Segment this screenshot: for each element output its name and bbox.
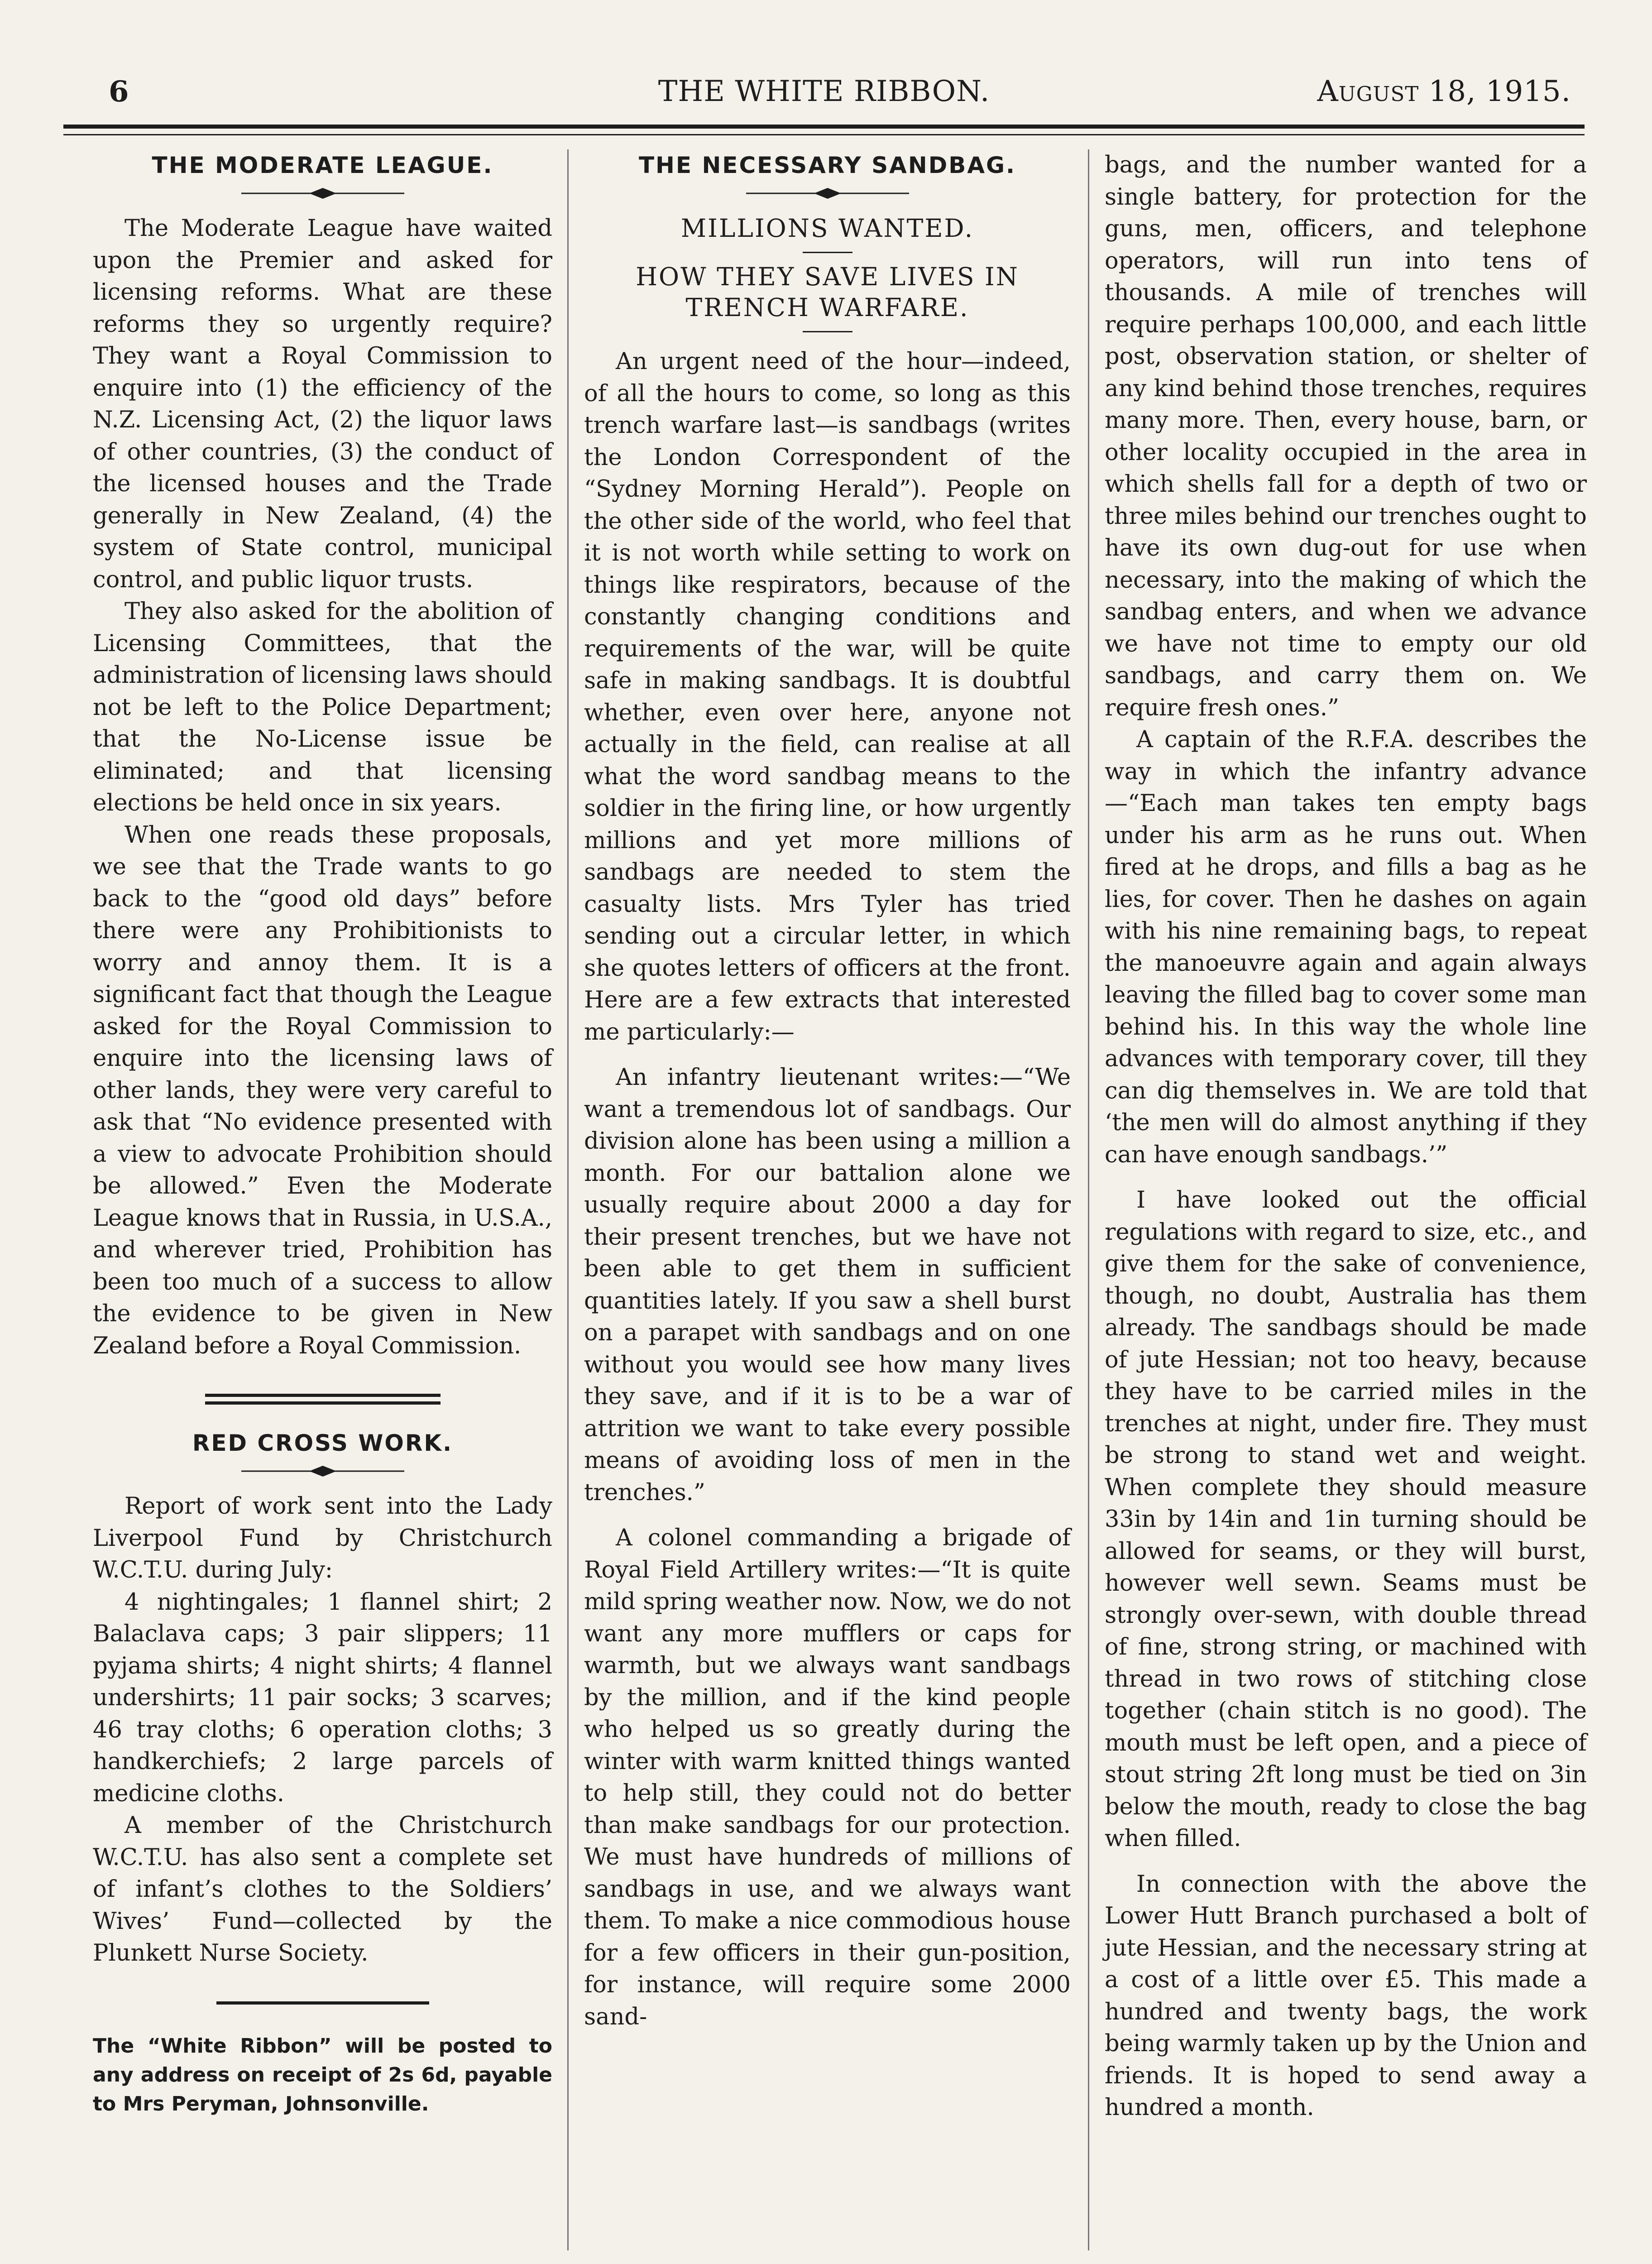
paragraph: 4 nightingales; 1 flannel shirt; 2 Balaclava caps; 3 pair slippers; 11 pyjama shirts; 4 night shirts; 4 flannel undershirts; 11 pair socks; 3 scarves; 46 tray cloths; 6 operation cloths; 3 handkerchiefs; 2 large parcels of medicine cloths.: [93, 1588, 552, 1807]
page-header: [63, 72, 1585, 113]
section-divider: [216, 2001, 429, 2005]
issue-date: August 18, 1915.: [1317, 75, 1571, 108]
paragraph: Report of work sent into the Lady Liverpool Fund by Christchurch W.C.T.U. during July:: [93, 1493, 552, 1583]
article-heading-moderate-league: THE MODERATE LEAGUE.: [152, 152, 493, 178]
section-divider: [205, 1394, 441, 1405]
column-3: [1105, 149, 1587, 2124]
column-divider: [1088, 149, 1089, 2250]
article-heading-red-cross: RED CROSS WORK.: [192, 1430, 453, 1456]
paragraph: A colonel commanding a brigade of Royal Field Artillery writes:—“It is quite mild spring weather now. Now, we do not want any more mufflers or caps for warmth, but we always want sandbags by the million, and if the kind people who helped us so greatly during the winter with warm knitted things wanted to help still, they could not do better than make sandbags for our protection. We must have hundreds of millions of sandbags in use, and we always want them. To make a nice commodious house for a few officers in their gun-position, for instance, will require some 2000 sand-: [584, 1525, 1071, 2030]
header-rule-thin: [63, 134, 1585, 135]
paragraph: bags, and the number wanted for a single battery, for protection for the guns, men, officers, and telephone operators, will run into tens of thousands. A mile of trenches will require perhaps 100,000, and each little post, observation station, or shelter of any kind behind those trenches, requires many more. Then, every house, barn, or other locality occupied in the area in which shells fall for a depth of two or three miles behind our trenches ought to have its own dug-out for use when necessary, into the making of which the sandbag enters, and when we advance we have not time to empty our old sandbags, and carry them on. We require fresh ones.”: [1105, 152, 1587, 721]
subheading: MILLIONS WANTED.: [680, 214, 974, 243]
column-1: [93, 149, 552, 2119]
column-2: [584, 149, 1071, 2033]
paragraph: A member of the Christchurch W.C.T.U. has also sent a complete set of infant’s clothes to the Soldiers’ Wives’ Fund—collected by the Plunkett Nurse Society.: [93, 1812, 552, 1967]
paragraph: An infantry lieutenant writes:—“We want a tremendous lot of sandbags. Our division alone has been using a million a month. For our battalion alone we usually require about 2000 a day for their present trenches, but we have not been able to get them in sufficient quantities lately. If you saw a shell burst on a parapet with sandbags and on one without you would see how many lives they save, and if it is to be a war of attrition we want to take every possible means of avoiding loss of men in the trenches.”: [584, 1064, 1071, 1506]
paragraph: An urgent need of the hour—indeed, of all the hours to come, so long as this trench warfare last—is sandbags (writes the London Correspondent of the “Sydney Morning Herald”). People on the other side of the world, who feel that it is not worth while setting to work on things like respirators, because of the constantly changing conditions and requirements of the war, will be quite safe in making sandbags. It is doubtful whether, even over here, anyone not actually in the field, can realise at all what the word sandbag means to the soldier in the firing line, or how urgently millions and yet more millions of sandbags are needed to stem the casualty lists. Mrs Tyler has tried sending out a circular letter, in which she quotes letters of officers at the front. Here are a few extracts that interested me particularly:—: [584, 348, 1071, 1046]
page-number: 6: [109, 75, 129, 109]
paragraph: I have looked out the official regulations with regard to size, etc., and give them for the sake of convenience, though, no doubt, Australia has them already. The sandbags should be made of jute Hessian; not too heavy, because they have to be carried miles in the trenches at night, under fire. They must be strong to stand wet and weight. When complete they should measure 33in by 14in and 1in turning should be allowed for seams, or they will burst, however well sewn. Seams must be strongly over-sewn, with double thread of fine, strong string, or machined with thread in two rows of stitching close together (chain stitch is no good). The mouth must be left open, and a piece of stout string 2ft long must be tied on 3in below the mouth, ready to close the bag when filled.: [1105, 1187, 1587, 1852]
column-divider: [567, 149, 569, 2250]
paragraph: A captain of the R.F.A. describes the way in which the infantry advance —“Each man takes ten empty bags under his arm as he runs out. When fired at he drops, and fills a bag as he lies, for cover. Then he dashes on again with his nine remaining bags, to repeat the manoeuvre again and again always leaving the filled bag to cover some man behind his. In this way the whole line advances with temporary cover, till they can dig themselves in. We are told that ‘the men will do almost anything if they can have enough sandbags.’”: [1105, 726, 1587, 1168]
paragraph: In connection with the above the Lower Hutt Branch purchased a bolt of jute Hessian, and the necessary string at a cost of a little over £5. This made a hundred and twenty bags, the work being warmly taken up by the Union and friends. It is hoped to send away a hundred a month.: [1105, 1871, 1587, 2121]
subscription-notice: The “White Ribbon” will be posted to any address on receipt of 2s 6d, payable to Mrs Peryman, Johnsonville.: [93, 2034, 552, 2115]
ornament-divider-icon: [241, 1464, 404, 1478]
subheading: HOW THEY SAVE LIVES IN TRENCH WARFARE.: [636, 262, 1019, 322]
short-rule: [803, 331, 852, 332]
header-rule-thick: [63, 125, 1585, 129]
ornament-divider-icon: [746, 187, 909, 200]
paragraph: The Moderate League have waited upon the Premier and asked for licensing reforms. What are these reforms they so urgently require? They want a Royal Commission to enquire into (1) the efficiency of the N.Z. Licensing Act, (2) the liquor laws of other countries, (3) the conduct of the licensed houses and the Trade generally in New Zealand, (4) the system of State control, municipal control, and public liquor trusts.: [93, 215, 552, 593]
publication-title: THE WHITE RIBBON.: [658, 75, 990, 108]
paragraph: When one reads these proposals, we see that the Trade wants to go back to the “good old days” before there were any Prohibitionists to worry and annoy them. It is a significant fact that though the League asked for the Royal Commission to enquire into the licensing laws of other lands, they were very careful to ask that “No evidence presented with a view to advocate Prohibition should be allowed.” Even the Moderate League knows that in Russia, in U.S.A., and wherever tried, Prohibition has been too much of a success to allow the evidence to be given in New Zealand before a Royal Commission.: [93, 821, 552, 1359]
ornament-divider-icon: [241, 187, 404, 200]
short-rule: [803, 252, 852, 253]
article-heading-sandbag: THE NECESSARY SANDBAG.: [638, 152, 1016, 178]
paragraph: They also asked for the abolition of Licensing Committees, that the administration of licensing laws should not be left to the Police Department; that the No-License issue be eliminated; and that licensing elections be held once in six years.: [93, 598, 552, 816]
